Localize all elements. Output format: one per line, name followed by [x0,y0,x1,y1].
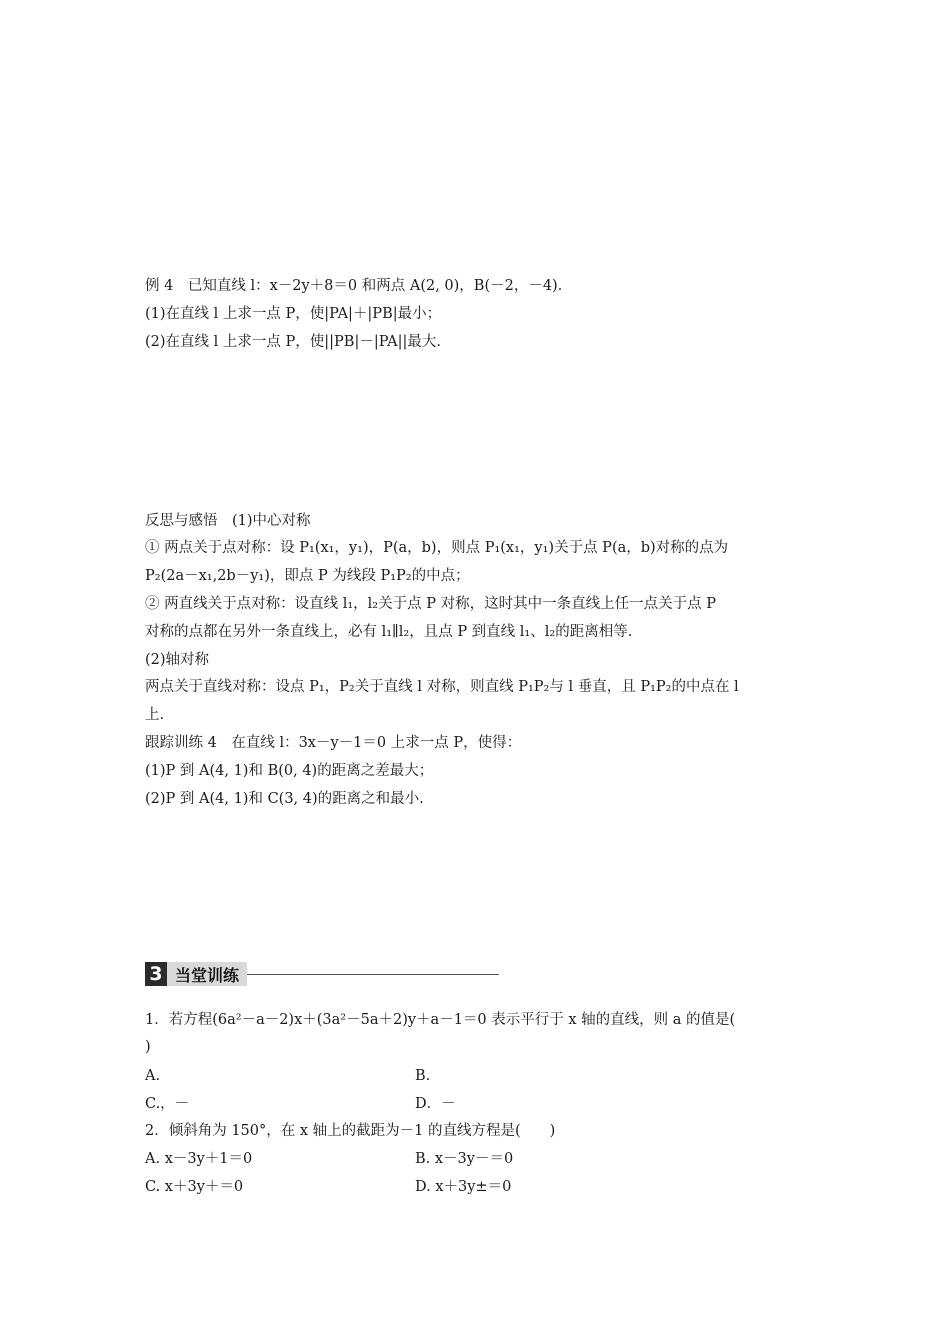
practice-4-question-1: (1)P 到 A(4, 1)和 B(0, 4)的距离之差最大； [145,763,434,779]
reflection-axis-line2: 上. [145,707,165,723]
section-banner [145,962,499,986]
reflection-line-symmetry-line2: 对称的点都在另外一条直线上，必有 l₁∥l₂，且点 P 到直线 l₁、l₂的距离相等. [145,624,633,640]
exercise-1-stem-cont: ) [145,1039,151,1055]
reflection-heading: 反思与感悟 (1)中心对称 [145,513,311,529]
exercise-2-option-d: D. x＋3y±＝0 [415,1179,512,1195]
example-4-question-2: (2)在直线 l 上求一点 P，使||PB|－|PA||最大. [145,334,441,350]
reflection-line-symmetry-line1: ② 两直线关于点对称：设直线 l₁，l₂关于点 P 对称，这时其中一条直线上任一点关于点 P [145,596,716,612]
example-4-title: 例 4 已知直线 l：x－2y＋8＝0 和两点 A(2, 0)，B(－2，－4)． [145,278,573,294]
reflection-axis-heading: (2)轴对称 [145,652,210,668]
reflection-point-symmetry-line1: ① 两点关于点对称：设 P₁(x₁，y₁)，P(a，b)，则点 P₁(x₁，y₁)关于点 P(a，b)对称的点为 [145,540,729,556]
section-title: 当堂训练 [167,962,247,986]
practice-4-question-2: (2)P 到 A(4, 1)和 C(3, 4)的距离之和最小. [145,791,424,807]
exercise-2-option-b: B. x－3y－＝0 [415,1151,514,1167]
example-4-question-1: (1)在直线 l 上求一点 P，使|PA|＋|PB|最小； [145,306,442,322]
exercise-1-option-d: D．－ [415,1096,456,1112]
exercise-2-stem: 2．倾斜角为 150°，在 x 轴上的截距为－1 的直线方程是( ) [145,1123,556,1139]
exercise-1-stem: 1．若方程(6a²－a－2)x＋(3a²－5a＋2)y＋a－1＝0 表示平行于 x 轴的直线，则 a 的值是( [145,1012,736,1028]
exercise-2-option-a: A. x－3y＋1＝0 [145,1151,253,1167]
exercise-2-option-c: C. x＋3y＋＝0 [145,1179,244,1195]
practice-4-title: 跟踪训练 4 在直线 l：3x－y－1＝0 上求一点 P，使得： [145,735,522,751]
reflection-point-symmetry-line2: P₂(2a－x₁,2b－y₁)，即点 P 为线段 P₁P₂的中点； [145,568,470,584]
reflection-axis-line1: 两点关于直线对称：设点 P₁，P₂关于直线 l 对称，则直线 P₁P₂与 l 垂直，且 P₁P₂的中点在 l [145,679,739,695]
exercise-1-option-c: C.，－ [145,1096,190,1112]
section-divider [247,974,499,975]
section-number: 3 [145,962,167,986]
exercise-1-option-a: A. [145,1068,161,1084]
exercise-1-option-b: B. [415,1068,431,1084]
